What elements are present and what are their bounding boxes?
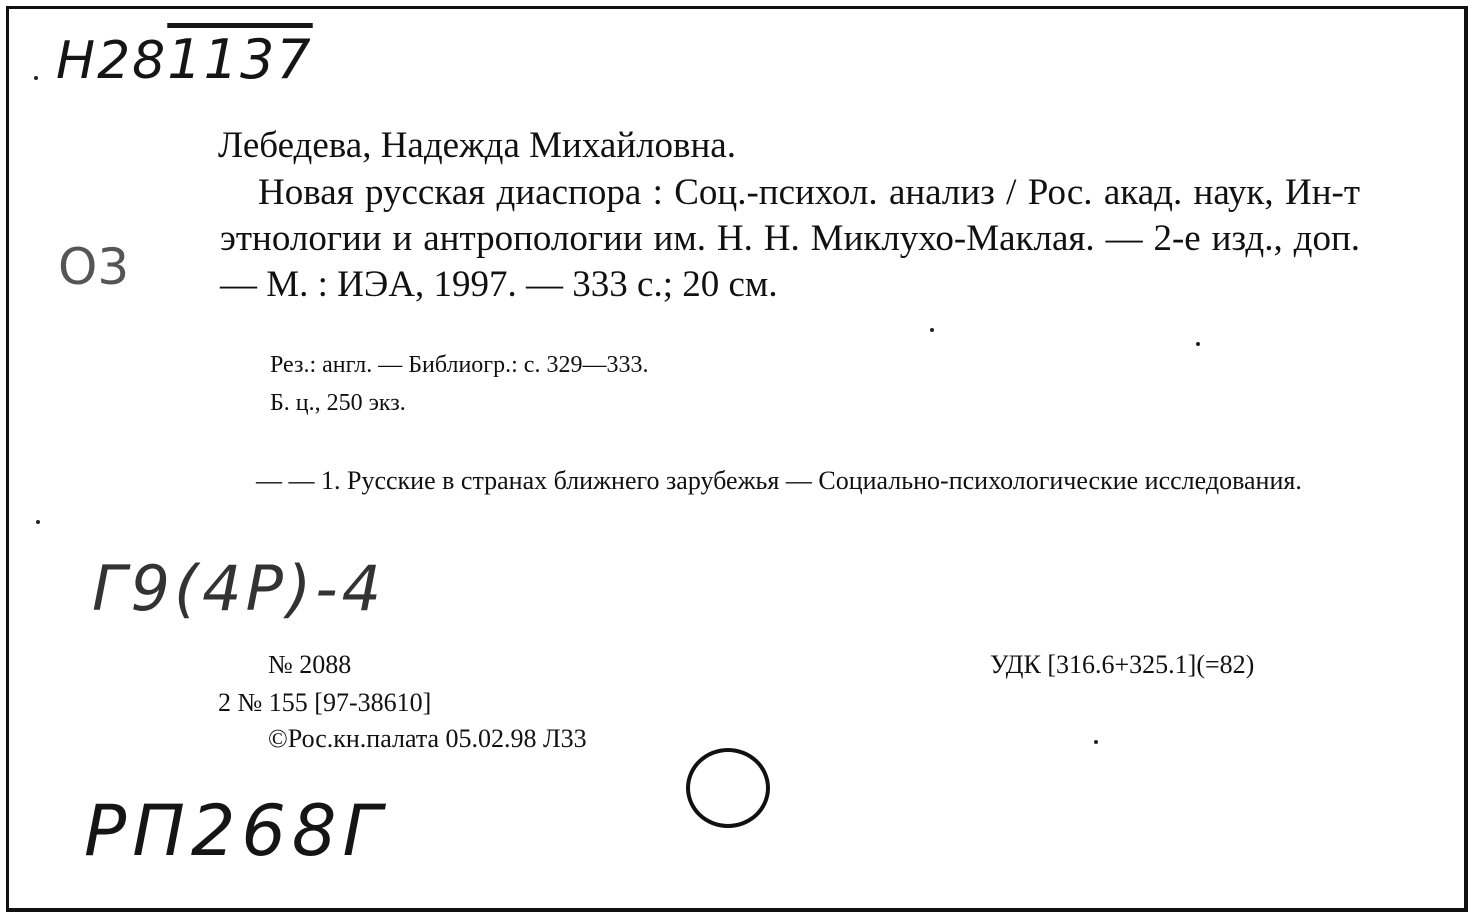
call-number-prefix: Н28: [56, 31, 168, 91]
ink-speck: [1196, 342, 1200, 346]
handwritten-side-mark: О3: [58, 238, 130, 296]
registration-number: 2 № 155 [97-38610]: [218, 688, 432, 717]
call-number-suffix: 1137: [167, 28, 313, 91]
udk-code: УДК [316.6+325.1](=82): [990, 650, 1255, 679]
handwritten-class-mark: Г9(4Р)-4: [92, 552, 386, 625]
summary-note: Рез.: англ. — Библиогр.: с. 329—333.: [270, 352, 649, 378]
bibliographic-description: Новая русская диаспора : Соц.-психол. анализ / Рос. акад. наук, Ин-т этнологии и антропологии им. Н. Н. Миклухо-Маклая. — 2-е изд., доп. — М. : ИЭА, 1997. — 333 с.; 20 см.: [220, 172, 1360, 305]
card-number: № 2088: [268, 650, 352, 679]
ink-speck: [930, 328, 934, 332]
ink-speck: [1094, 740, 1098, 744]
handwritten-inventory-number: РП268Г: [84, 790, 388, 872]
punch-hole: [686, 748, 770, 828]
copyright-line: ©Рос.кн.палата 05.02.98 Л33: [268, 724, 587, 753]
ink-speck: [34, 76, 38, 80]
ink-speck: [36, 520, 40, 524]
subject-heading: — — 1. Русские в странах ближнего зарубежья — Социально-психологические исследования.: [256, 466, 1302, 495]
price-note: Б. ц., 250 экз.: [270, 390, 406, 416]
author-heading: Лебедева, Надежда Михайловна.: [218, 125, 736, 166]
handwritten-call-number: [56, 28, 313, 91]
